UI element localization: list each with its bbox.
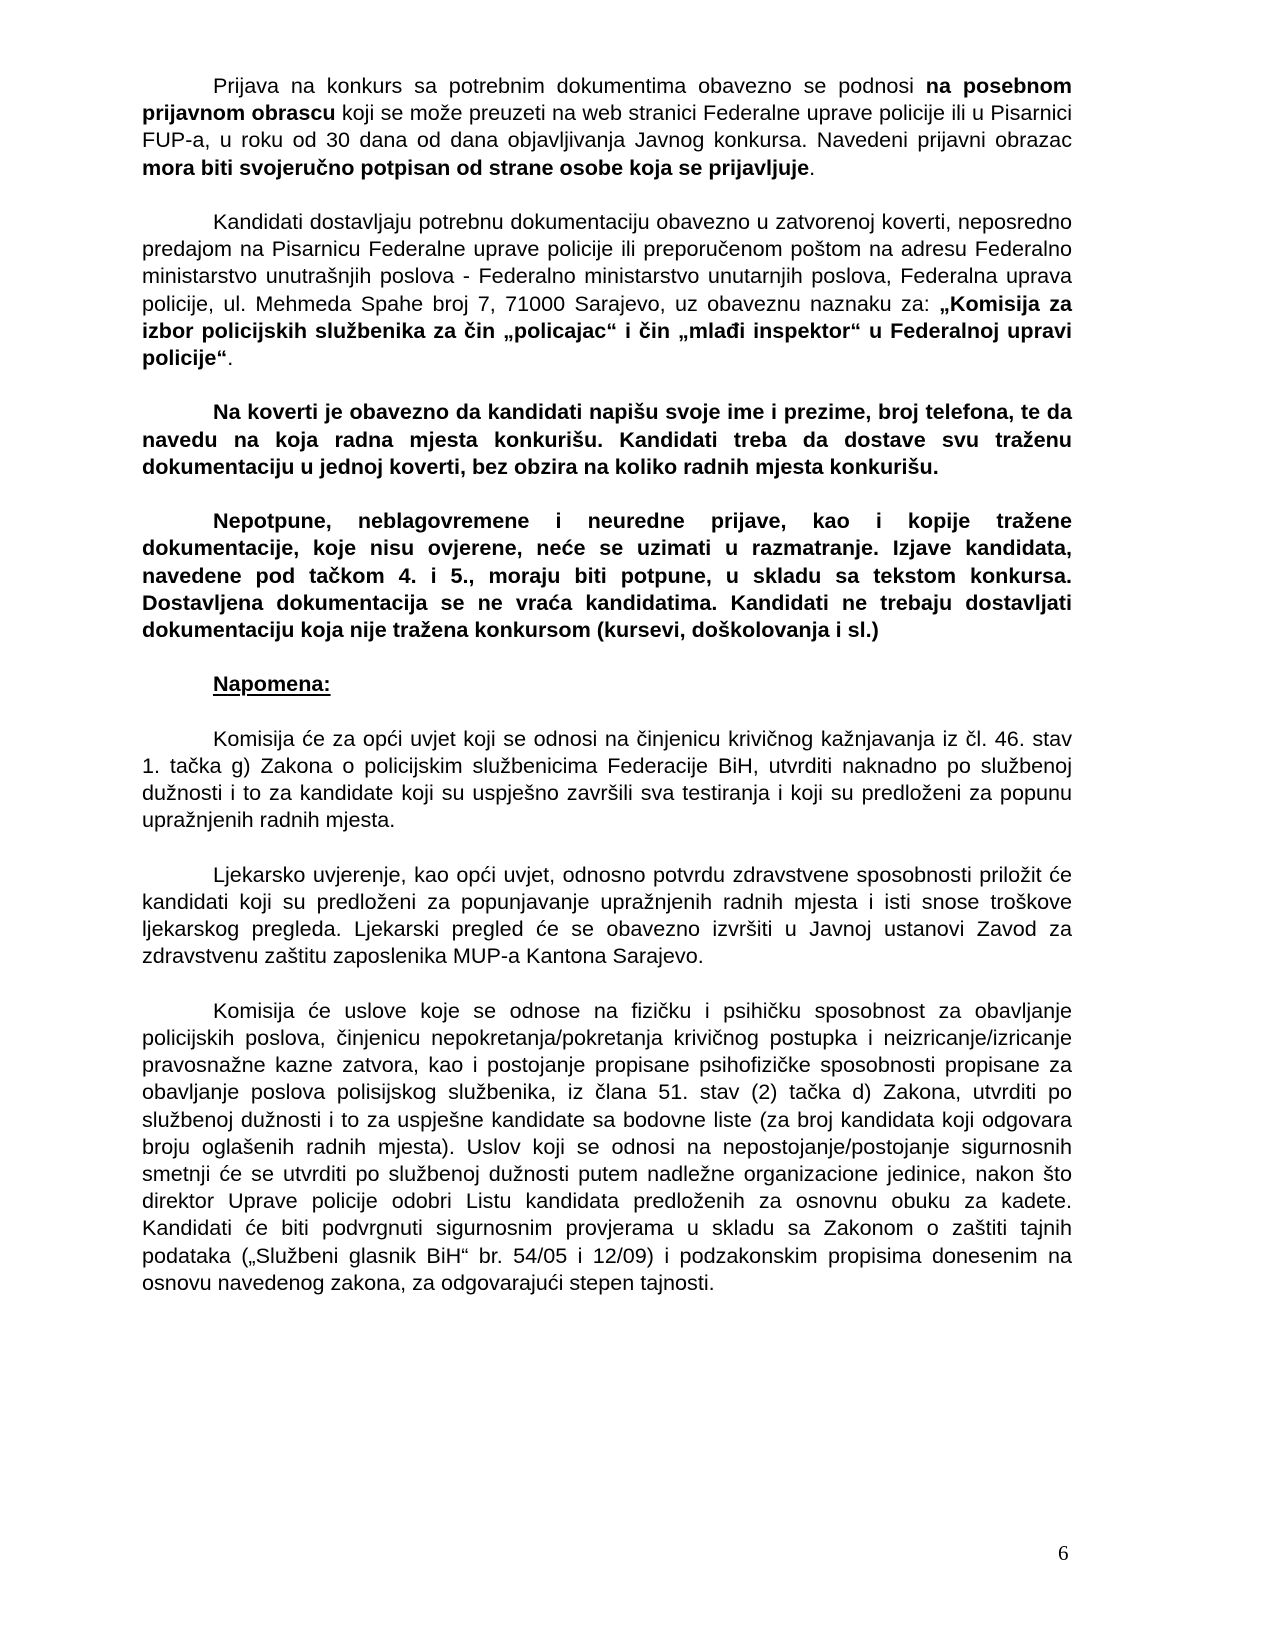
paragraph-text: Prijava na konkurs sa potrebnim dokumentima obavezno se podnosi <box>213 73 926 98</box>
paragraph-medical-certificate: Ljekarsko uvjerenje, kao opći uvjet, odnosno potvrdu zdravstvene sposobnosti priložit će kandidati koji su predloženi za popunjavanje upražnjenih radnih mjesta i isti snose troškove ljekarskog pregleda. Ljekarski pregled će se obavezno izvršiti u Javnoj ustanovi Zavod za zdravstvenu zaštitu zaposlenika MUP-a Kantona Sarajevo. <box>142 861 1072 969</box>
paragraph-application-form <box>142 72 1072 181</box>
paragraph-text: . <box>227 345 234 371</box>
paragraph-text: Kandidati dostavljaju potrebnu dokumentaciju obavezno u zatvorenoj koverti, neposredno predajom na Pisarnicu Federalne uprave policije ili preporučenom poštom na adresu Federalno ministarstvo unutrašnjih poslova - Federalno ministarstvo unutarnjih poslova, Federalna uprava policije, ul. Mehmeda Spahe broj 7, 71000 Sarajevo, uz obaveznu naznaku za: <box>142 209 1072 316</box>
emphasis-text: na posebnom prijavnom obrascu <box>142 73 1072 126</box>
paragraph-incomplete-applications: Nepotpune, neblagovremene i neuredne prijave, kao i kopije tražene dokumentacije, koje nisu ovjerene, neće se uzimati u razmatranje. Izjave kandidata, navedene pod tačkom 4. i 5., moraju biti potpune, u skladu sa tekstom konkursa. Dostavljena dokumentacija se ne vraća kandidatima. Kandidati ne trebaju dostavljati dokumentaciju koja nije tražena konkursom (kursevi, doškolovanja i sl.) <box>142 508 1072 643</box>
paragraph-submission-address <box>142 208 1072 371</box>
paragraph-commission-conditions: Komisija će uslove koje se odnose na fizičku i psihičku sposobnost za obavljanje policijskih poslova, činjenicu nepokretanja/pokretanja krivičnog postupka i neizricanje/izricanje pravosnažne kazne zatvora, kao i postojanje propisane psihofizičke sposobnosti propisane za obavljanje poslova polisijskog službenika, iz člana 51. stav (2) tačka d) Zakona, utvrditi po službenoj dužnosti i to za uspješne kandidate sa bodovne liste (za broj kandidata koji odgovara broju oglašenih radnih mjesta). Uslov koji se odnosi na nepostojanje/postojanje sigurnosnih smetnji će se utvrditi po službenoj dužnosti putem nadležne organizacione jedinice, nakon što direktor Uprave policije odobri Listu kandidata predloženih za osnovnu obuku za kadete. Kandidati će biti podvrgnuti sigurnosnim provjerama u skladu sa Zakonom o zaštiti tajnih podataka („Službeni glasnik BiH“ br. 54/05 i 12/09) i podzakonskim propisima donesenim na osnovu navedenog zakona, za odgovarajući stepen tajnosti. <box>142 997 1072 1295</box>
emphasis-text: „Komisija za izbor policijskih službenika za čin „policajac“ i čin „mlađi inspektor“ u Federalnoj upravi policije“ <box>142 290 1073 371</box>
paragraph-text: koji se može preuzeti na web stranici Federalne uprave policije ili u Pisarnici FUP-a, u roku od 30 dana od dana objavljivanja Javnog konkursa. Navedeni prijavni obrazac <box>142 100 1072 153</box>
section-heading-napomena <box>142 670 1072 697</box>
heading-text: Napomena: <box>213 671 331 697</box>
paragraph-criminal-record: Komisija će za opći uvjet koji se odnosi na činjenicu krivičnog kažnjavanja iz čl. 46. stav 1. tačka g) Zakona o policijskim službenicima Federacije BiH, utvrditi naknadno po službenoj dužnosti i to za kandidate koji su uspješno završili sva testiranja i koji su predloženi za popunu upražnjenih radnih mjesta. <box>142 725 1072 833</box>
paragraph-text: . <box>809 154 816 180</box>
page-number: 6 <box>1058 1541 1069 1565</box>
emphasis-text: mora biti svojeručno potpisan od strane osobe koja se prijavljuje <box>142 154 810 180</box>
paragraph-envelope-instructions: Na koverti je obavezno da kandidati napišu svoje ime i prezime, broj telefona, te da navedu na koja radna mjesta konkurišu. Kandidati treba da dostave svu traženu dokumentaciju u jednoj koverti, bez obzira na koliko radnih mjesta konkurišu. <box>142 399 1072 479</box>
document-body <box>142 72 1072 1296</box>
